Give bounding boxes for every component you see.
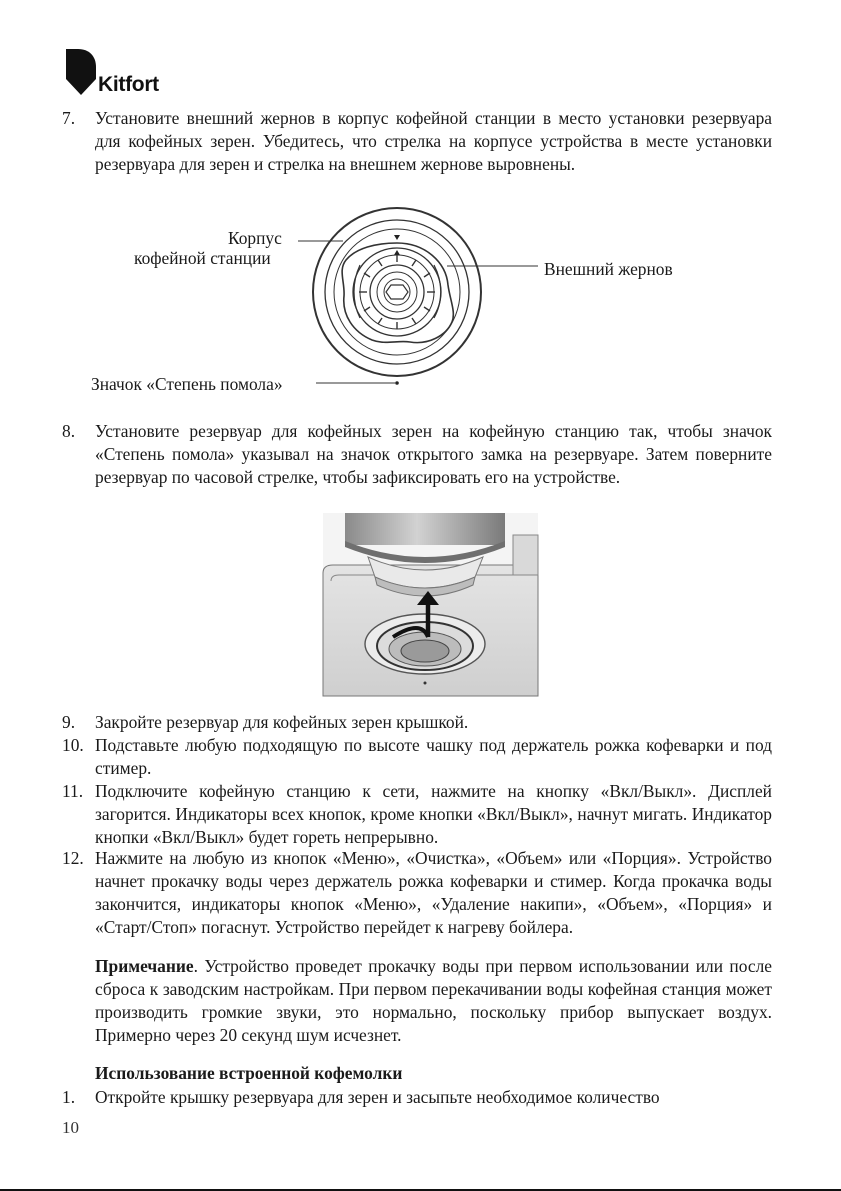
step-text: Установите резервуар для кофейных зерен на кофейную станцию так, чтобы значок «Степень помола» указывал на значок открытого замка на резервуаре. Затем поверните резервуар по часовой стрелке, чтобы зафиксировать его на устройстве. xyxy=(95,421,772,487)
step-number: 8. xyxy=(62,421,76,441)
note-paragraph xyxy=(95,955,772,1047)
grinder-top-view-illustration xyxy=(0,0,841,420)
label-body-line1: Корпус xyxy=(228,228,282,248)
step-text: Установите внешний жернов в корпус кофейной станции в место установки резервуара для кофейных зерен. Убедитесь, что стрелка на корпусе устройства в месте установки резервуара для зерен и стрелка на внешнем жернове выровнены. xyxy=(95,108,772,174)
step-number: 11. xyxy=(62,781,84,801)
note-label: Примечание xyxy=(95,956,194,976)
step-text: Подключите кофейную станцию к сети, нажмите на кнопку «Вкл/Выкл». Дисплей загорится. Индикаторы всех кнопок, кроме кнопки «Вкл/Выкл», начнут мигать. Индикатор кнопки «Вкл/Выкл» будет гореть непрерывно. xyxy=(95,781,772,847)
step-text: Откройте крышку резервуара для зерен и засыпьте необходимое количество xyxy=(95,1087,660,1107)
step-9 xyxy=(62,711,772,734)
grind-level-dot-icon xyxy=(395,381,399,385)
burr-arrow-icon xyxy=(394,250,400,255)
label-body-line2: кофейной станции xyxy=(134,248,271,268)
note-text: . Устройство проведет прокачку воды при первом использовании или после сброса к заводским настройкам. При первом перекачивании воды кофейная станция может производить громкие звуки, это нормально, поскольку прибор выпускает воздух. Примерно через 20 секунд шум исчезнет. xyxy=(95,956,772,1045)
section-step-1 xyxy=(62,1086,772,1109)
step-number: 12. xyxy=(62,848,84,868)
step-12 xyxy=(62,847,772,939)
step-number: 10. xyxy=(62,735,84,755)
step-number: 1. xyxy=(62,1087,76,1107)
step-11 xyxy=(62,780,772,849)
page-number: 10 xyxy=(62,1118,79,1137)
label-outer-burr: Внешний жернов xyxy=(544,259,673,279)
step-number: 7. xyxy=(62,108,76,128)
step-number: 9. xyxy=(62,712,76,732)
body-arrow-icon xyxy=(394,235,400,240)
step-text: Нажмите на любую из кнопок «Меню», «Очистка», «Объем» или «Порция». Устройство начнет прокачку воды через держатель рожка кофеварки и стимер. Когда прокачка воды закончится, индикаторы кнопок «Меню», «Удаление накипи», «Объем», «Порция» и «Старт/Стоп» погаснут. Устройство перейдет к нагреву бойлера. xyxy=(95,848,772,937)
label-grind-icon: Значок «Степень помола» xyxy=(91,374,283,394)
hopper-installation-illustration xyxy=(323,513,538,696)
step-8 xyxy=(62,420,772,489)
step-10 xyxy=(62,734,772,780)
step-text: Закройте резервуар для кофейных зерен крышкой. xyxy=(95,712,469,732)
step-text: Подставьте любую подходящую по высоте чашку под держатель рожка кофеварки и под стимер. xyxy=(95,735,772,778)
section-heading: Использование встроенной кофемолки xyxy=(95,1063,403,1083)
brand-name: Kitfort xyxy=(98,73,159,96)
